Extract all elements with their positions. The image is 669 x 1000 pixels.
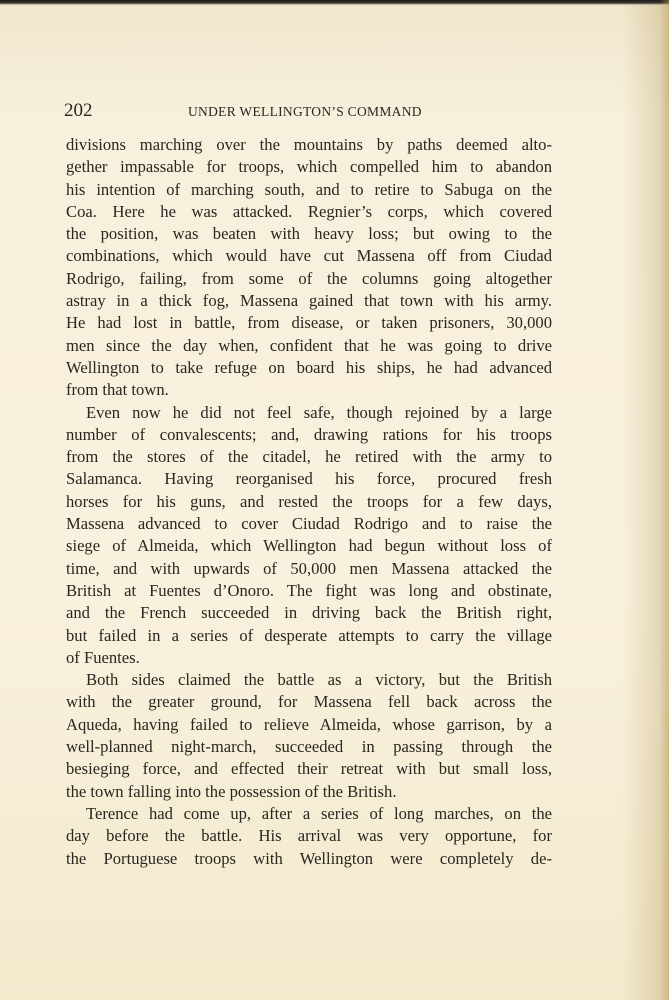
- text-line: men since the day when, confident that he was going to drive: [66, 335, 552, 355]
- text-line: Coa. Here he was attacked. Regnier’s corps, which covered: [66, 201, 552, 221]
- text-line: from the stores of the citadel, he retired with the army to: [66, 447, 552, 467]
- text-line: day before the battle. His arrival was very opportune, for: [66, 826, 552, 846]
- text-line: with the greater ground, for Massena fell back across the: [66, 692, 552, 712]
- text-line: Salamanca. Having reorganised his force, procured fresh: [66, 469, 552, 489]
- text-line: well-planned night-march, succeeded in passing through the: [66, 737, 552, 757]
- text-line: Terence had come up, after a series of long marches, on the: [86, 803, 552, 823]
- text-line: combinations, which would have cut Massena off from Ciudad: [66, 246, 552, 266]
- page-top-edge: [0, 0, 669, 5]
- text-line: of Fuentes.: [66, 647, 140, 667]
- text-line: time, and with upwards of 50,000 men Massena attacked the: [66, 558, 552, 578]
- page-header: [64, 100, 564, 124]
- text-line: Aqueda, having failed to relieve Almeida, whose garrison, by a: [66, 714, 552, 734]
- running-head: UNDER WELLINGTON’S COMMAND: [188, 104, 422, 119]
- text-line: his intention of marching south, and to retire to Sabuga on the: [66, 179, 552, 199]
- paragraph: [66, 669, 552, 803]
- page-number: 202: [64, 100, 93, 121]
- text-line: divisions marching over the mountains by paths deemed alto-: [66, 135, 552, 154]
- page-right-edge: [659, 0, 669, 1000]
- text-line: and the French succeeded in driving back the British right,: [66, 603, 552, 623]
- text-line: number of convalescents; and, drawing rations for his troops: [66, 424, 552, 444]
- paragraph: [66, 803, 552, 870]
- text-line: British at Fuentes d’Onoro. The fight was long and obstinate,: [66, 580, 552, 600]
- text-line: but failed in a series of desperate attempts to carry the village: [66, 625, 552, 645]
- text-line: Rodrigo, failing, from some of the columns going altogether: [66, 268, 552, 288]
- paragraph: [66, 134, 552, 402]
- body-text: [66, 134, 552, 874]
- text-line: He had lost in battle, from disease, or taken prisoners, 30,000: [66, 313, 552, 333]
- text-line: Both sides claimed the battle as a victory, but the British: [86, 670, 552, 690]
- text-line: the position, was beaten with heavy loss; but owing to the: [66, 224, 552, 244]
- text-line: Massena advanced to cover Ciudad Rodrigo and to raise the: [66, 514, 552, 534]
- text-line: the Portuguese troops with Wellington were completely de-: [66, 848, 552, 868]
- text-line: astray in a thick fog, Massena gained that town with his army.: [66, 291, 552, 311]
- text-line: the town falling into the possession of the British.: [66, 781, 397, 801]
- text-line: Wellington to take refuge on board his ships, he had advanced: [66, 357, 552, 377]
- text-line: horses for his guns, and rested the troops for a few days,: [66, 491, 552, 511]
- text-line: gether impassable for troops, which compelled him to abandon: [66, 157, 552, 177]
- text-line: siege of Almeida, which Wellington had begun without loss of: [66, 536, 552, 556]
- text-line: Even now he did not feel safe, though rejoined by a large: [86, 402, 552, 422]
- text-line: from that town.: [66, 380, 169, 400]
- text-line: besieging force, and effected their retreat with but small loss,: [66, 759, 552, 779]
- paragraph: [66, 402, 552, 670]
